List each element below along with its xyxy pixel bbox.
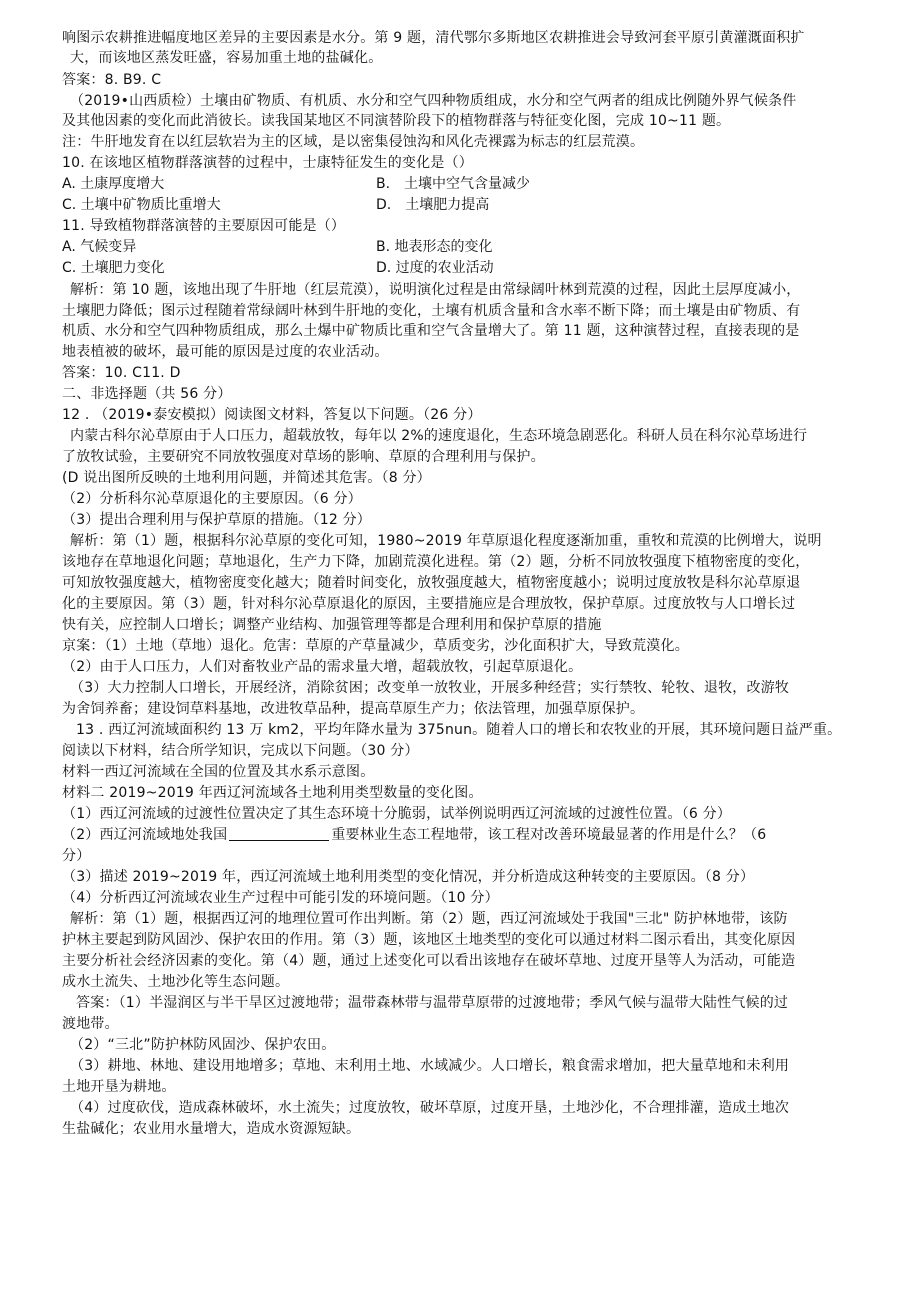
analysis-line: 快有关，应控制人口增长；调整产业结构、加强管理等都是合理利用和保护草原的措施: [62, 617, 602, 633]
sub-question: （2）分析科尔沁草原退化的主要原因。（6 分）: [62, 491, 362, 507]
text-line: 大，而该地区蒸发旺盛，容易加重土地的盐碱化。: [70, 50, 383, 66]
question-13: 13 . 西辽河流域面积约 13 万 km2，平均年降水量为 375nun。随着人口的增长和农牧业的开展，其环境问题日益严重。: [76, 722, 842, 738]
answer-line: 为舍饲养畜；建设饲草料基地，改进牧草品种，提高草原生产力；依法管理，加强草原保护。: [62, 701, 645, 717]
q10-option-d: D. 土壤肥力提高: [376, 197, 490, 213]
note-line: 注：牛肝地发育在以红层软岩为主的区域，是以密集侵蚀沟和风化壳裸露为标志的红层荒漠。: [62, 134, 645, 150]
analysis-line: 成水土流失、土地沙化等生态问题。: [62, 974, 290, 990]
analysis-line: 土壤肥力降低；图示过程随着常绿阔叶林到牛肝地的变化，土壤有机质含量和含水率不断下降；而土壤是由矿物质、有: [62, 303, 801, 319]
text-line: 及其他因素的变化而此消彼长。读我国某地区不同演替阶段下的植物群落与特征变化图，完成 10~11 题。: [62, 113, 731, 129]
answer-line: 土地开垦为耕地。: [62, 1079, 176, 1095]
text-line: 分）: [62, 848, 91, 864]
sub-question-with-blank: [62, 825, 766, 845]
q11-option-c: C. 土壤肥力变化: [62, 260, 165, 276]
analysis-line: 机质、水分和空气四种物质组成，那么土爆中矿物质比重和空气含量增大了。第 11 题，这种演替过程，直接表现的是: [62, 323, 800, 339]
answer-line: （3）耕地、林地、建设用地增多；草地、末利用土地、水域减少。人口增长，粮食需求增加，把大量草地和未利用: [70, 1058, 790, 1074]
question-12: 12 . （2019•泰安模拟）阅读图文材料，答复以下问题。（26 分）: [62, 407, 482, 423]
analysis-line: 地表植被的破坏，最可能的原因是过度的农业活动。: [62, 344, 389, 360]
answer-line: （2）由于人口压力，人们对畜牧业产品的需求量大增，超载放牧，引起草原退化。: [62, 659, 583, 675]
answer-line: （2）“三北”防护林防风固沙、保护农田。: [70, 1037, 336, 1053]
q11-option-a: A. 气候变异: [62, 239, 137, 255]
section-heading: 二、非选择题（共 56 分）: [62, 386, 232, 402]
text-line: 阅读以下材料，结合所学知识，完成以下问题。（30 分）: [62, 743, 419, 759]
analysis-line: 可知放牧强度越大，植物密度变化越大；随着时间变化，放牧强度越大，植物密度越小；说明过度放牧是科尔沁草原退: [62, 575, 801, 591]
analysis-line: 主要分析社会经济因素的变化。第（4）题，通过上述变化可以看出该地存在破坏草地、过度开垦等人为活动，可能造: [62, 953, 796, 969]
answer-line: 答案：8. B9. C: [62, 72, 162, 88]
question-intro: （2019•山西质检）土壤由矿物质、有机质、水分和空气四种物质组成，水分和空气两者的组成比例随外界气候条件: [70, 93, 797, 109]
answer-line: （4）过度砍伐，造成森林破坏，水土流失；过度放牧，破坏草原，过度开垦，土地沙化，不合理排灌，造成土地次: [70, 1100, 790, 1116]
q11-option-b: B. 地表形态的变化: [376, 239, 493, 255]
text-line: 响图示农耕推进幅度地区差异的主要因素是水分。第 9 题，清代鄂尔多斯地区农耕推进会导致河套平原引黄灌溉面积扩: [62, 30, 805, 46]
sub-question: （3）提出合理利用与保护草原的措施。（12 分）: [62, 512, 371, 528]
fill-in-blank[interactable]: [229, 826, 329, 841]
q10-option-a: A. 土康厚度增大: [62, 176, 165, 192]
q13-2-before: （2）西辽河流域地处我国: [62, 827, 228, 843]
question-11: 11. 导致植物群落演替的主要原因可能是（）: [62, 218, 346, 234]
answer-line: 渡地带。: [62, 1016, 119, 1032]
analysis-line: 化的主要原因。第（3）题，针对科尔沁草原退化的原因，主要措施应是合理放牧，保护草原。过度放牧与人口增长过: [62, 596, 796, 612]
q10-option-b: B. 土壤中空气含量减少: [376, 176, 531, 192]
answer-line: 答案：（1）半湿润区与半干旱区过渡地带；温带森林带与温带草原带的过渡地带；季风气候与温带大陆性气候的过: [76, 995, 789, 1011]
sub-question: （1）西辽河流域的过渡性位置决定了其生态环境十分脆弱，试举例说明西辽河流域的过渡性位置。（6 分）: [62, 806, 732, 822]
material-line: 材料二 2019~2019 年西辽河流域各土地利用类型数量的变化图。: [62, 785, 483, 801]
sub-question: （3）描述 2019~2019 年，西辽河流域土地利用类型的变化情况，并分析造成这种转变的主要原因。（8 分）: [62, 869, 755, 885]
analysis-line: 护林主要起到防风固沙、保护农田的作用。第（3）题，该地区土地类型的变化可以通过材料二图示看出，其变化原因: [62, 932, 796, 948]
sub-question: （4）分析西辽河流域农业生产过程中可能引发的环境问题。（10 分）: [62, 890, 499, 906]
answer-line: 京案：（1）土地（草地）退化。危害：草原的产草量减少，草质变劣，沙化面积扩大，导致荒漠化。: [62, 638, 689, 654]
answer-line: （3）大力控制人口增长，开展经济，消除贫困；改变单一放牧业，开展多种经营；实行禁牧、轮牧、退牧，改游牧: [70, 680, 790, 696]
question-10: 10. 在该地区植物群落演替的过程中，士康特征发生的变化是（）: [62, 155, 473, 171]
q10-option-c: C. 土壤中矿物质比重增大: [62, 197, 221, 213]
material-line: 材料一西辽河流域在全国的位置及其水系示意图。: [62, 764, 375, 780]
text-line: 内蒙古科尔沁草原由于人口压力，超载放牧，每年以 2%的速度退化，生态环境急剧恶化。科研人员在科尔沁草场进行: [70, 428, 808, 444]
q13-2-after: 重要林业生态工程地带，该工程对改善环境最显著的作用是什么？（6: [331, 827, 767, 843]
analysis-line: 该地存在草地退化问题；草地退化，生产力下降，加剧荒漠化进程。第（2）题，分析不同放牧强度下植物密度的变化，: [62, 554, 810, 570]
answer-line: 答案：10. C11. D: [62, 365, 181, 381]
answer-line: 生盐碱化；农业用水量增大，造成水资源短缺。: [62, 1121, 361, 1137]
analysis-line: 解析：第（1）题，根据科尔沁草原的变化可知，1980~2019 年草原退化程度逐渐加重，重牧和荒漠的比例增大，说明: [70, 533, 822, 549]
q11-option-d: D. 过度的农业活动: [376, 260, 494, 276]
text-line: 了放牧试验，主要研究不同放牧强度对草场的影响、草原的合理利用与保护。: [62, 449, 545, 465]
analysis-line: 解析：第（1）题，根据西辽河的地理位置可作出判断。第（2）题，西辽河流域处于我国"三北" 防护林地带，该防: [70, 911, 788, 927]
analysis-line: 解析：第 10 题，该地出现了牛肝地（红层荒漠），说明演化过程是由常绿阔叶林到荒漠的过程，因此土层厚度减小，: [70, 282, 801, 298]
sub-question: (D 说出图所反映的土地利用问题，并简述其危害。（8 分）: [62, 470, 431, 486]
